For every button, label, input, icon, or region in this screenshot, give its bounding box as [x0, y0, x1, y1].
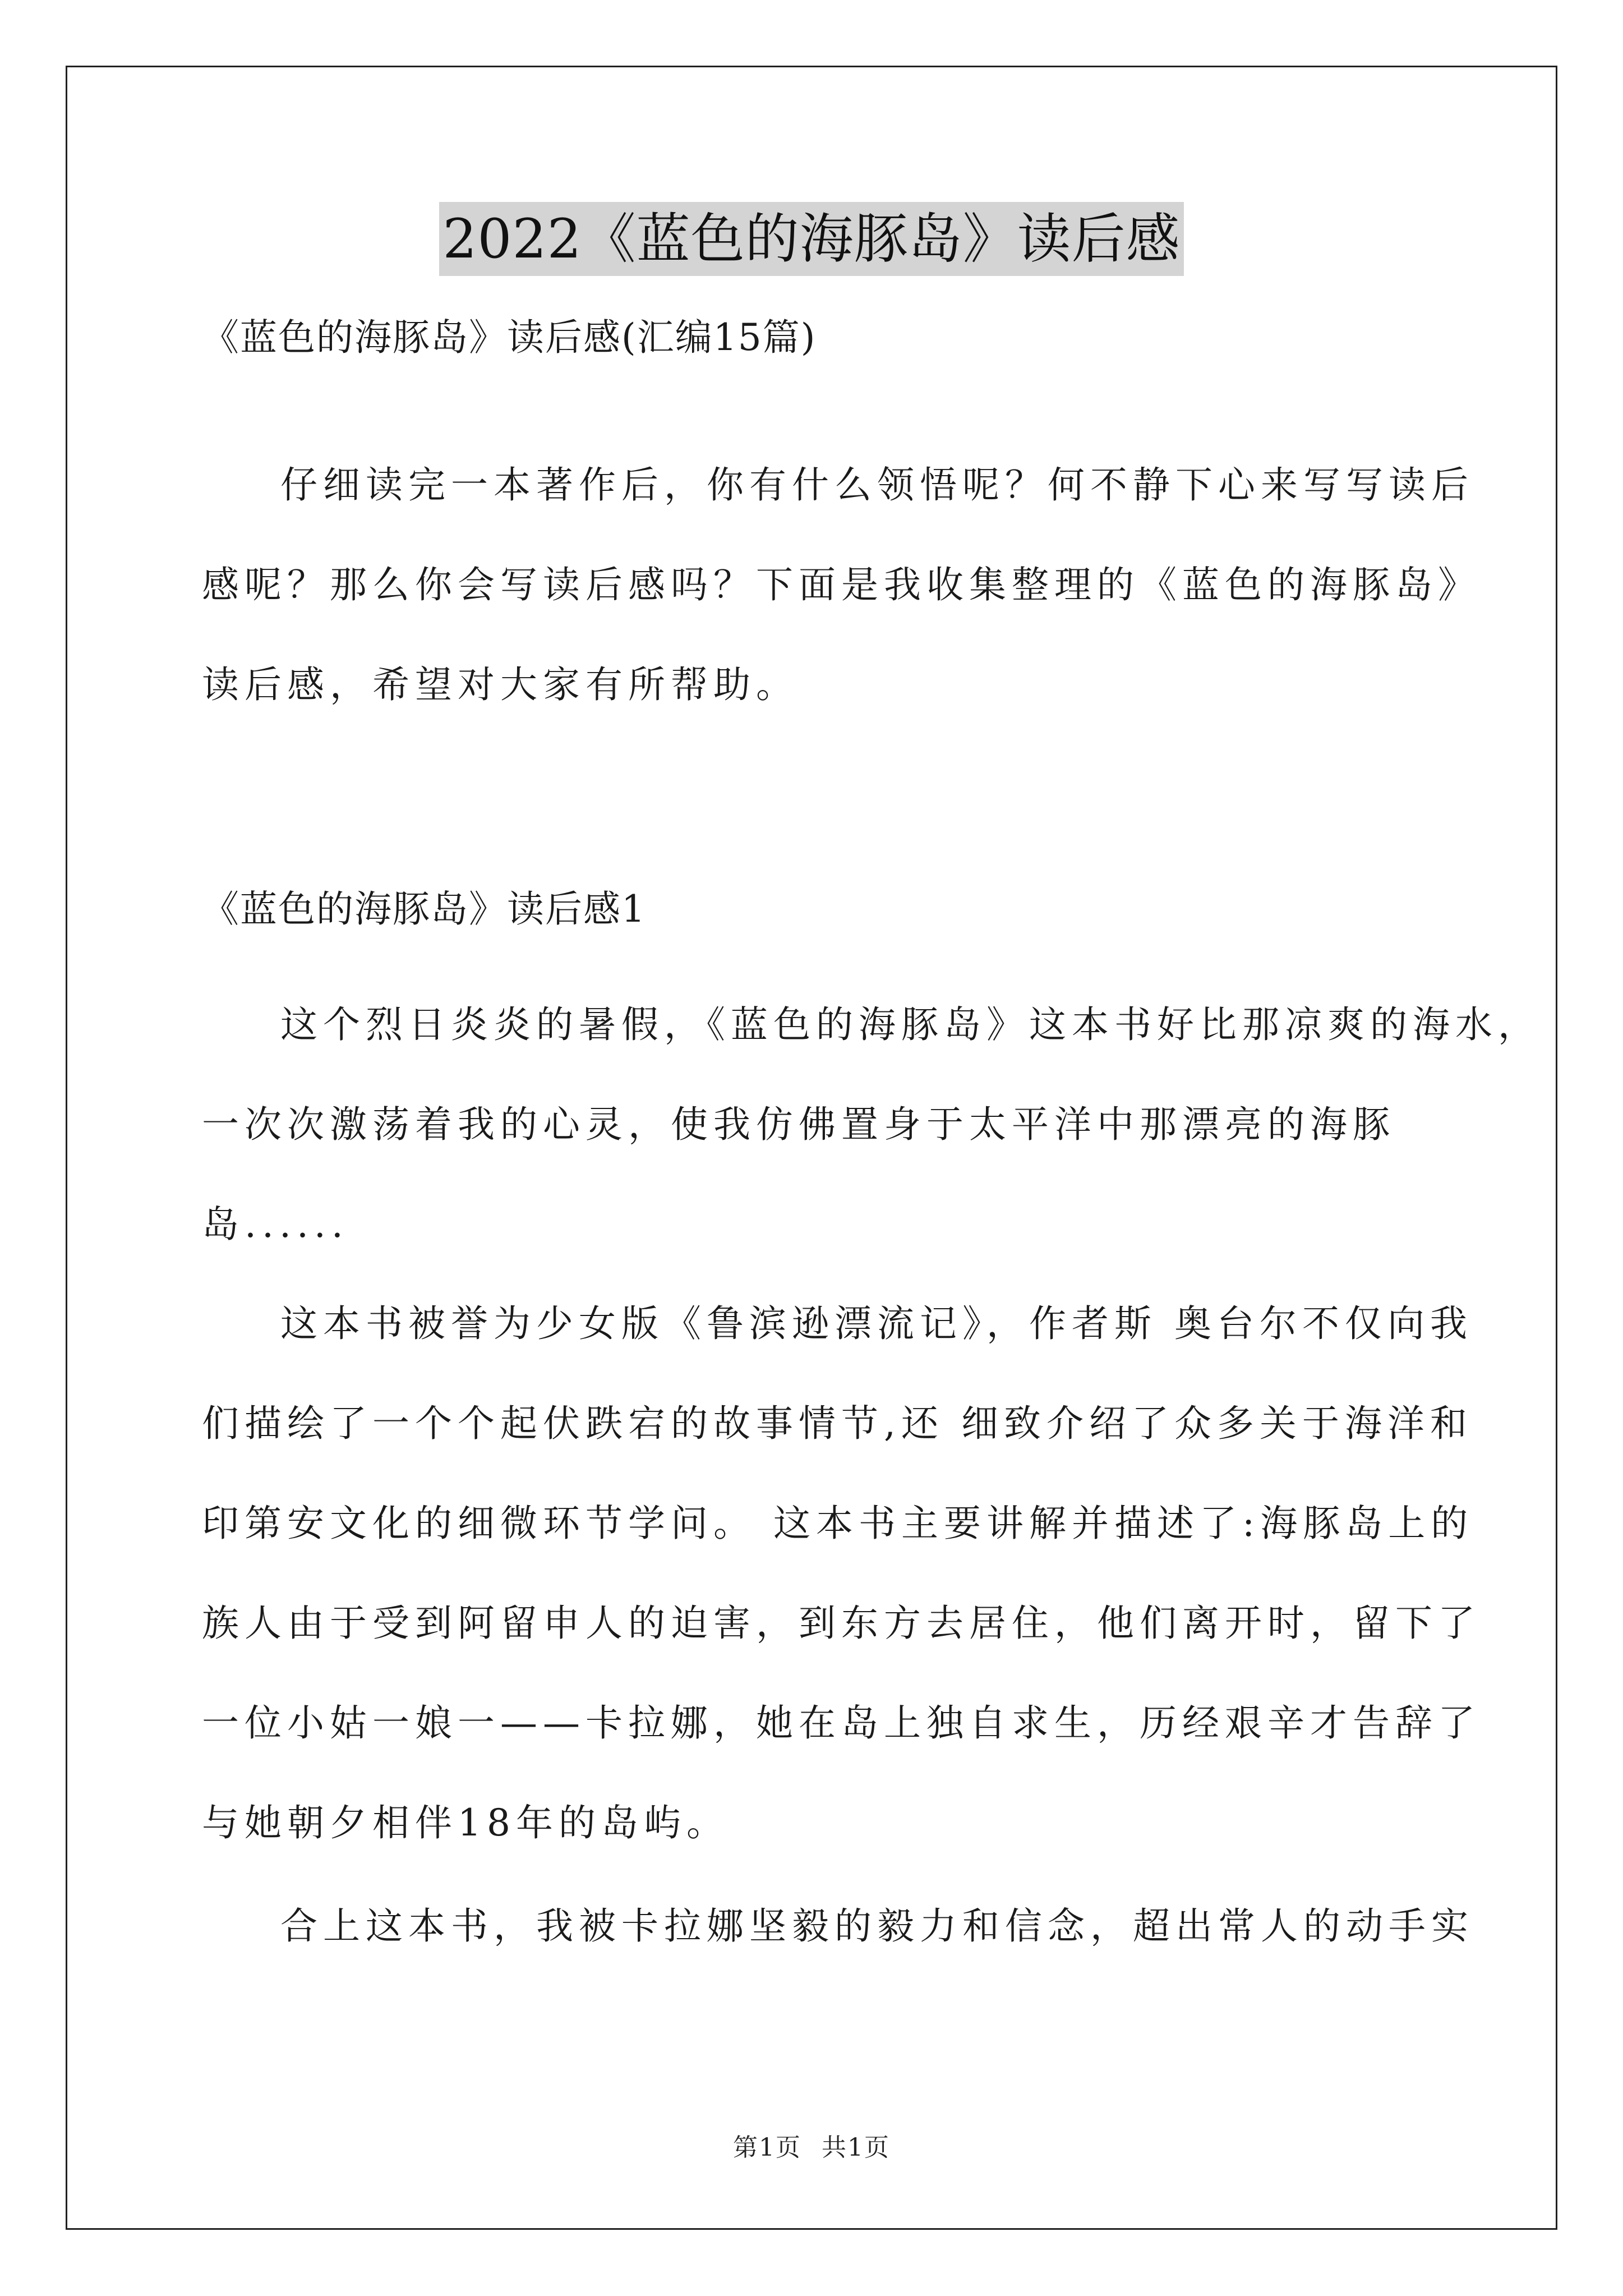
paragraph-line: 岛......	[202, 1203, 349, 1246]
paragraph-line: 族人由于受到阿留申人的迫害，到东方去居住，他们离开时，留下了	[202, 1602, 1481, 1645]
paragraph-line: 们描绘了一个个起伏跌宕的故事情节,还 细致介绍了众多关于海洋和	[202, 1402, 1473, 1445]
paragraph-line: 一次次激荡着我的心灵，使我仿佛置身于太平洋中那漂亮的海豚	[202, 1103, 1395, 1146]
page-number: 第1页	[733, 2133, 801, 2162]
section-heading: 《蓝色的海豚岛》读后感1	[202, 887, 646, 931]
paragraph-line: 这本书被誉为少女版《鲁滨逊漂流记》，作者斯 奥台尔不仅向我	[280, 1302, 1473, 1345]
paragraph-line: 合上这本书，我被卡拉娜坚毅的毅力和信念，超出常人的动手实	[280, 1904, 1474, 1948]
paragraph-line: 一位小姑一娘一——卡拉娜，她在岛上独自求生，历经艰辛才告辞了	[202, 1701, 1481, 1745]
page-footer	[0, 2127, 1623, 2163]
intro-line: 仔细读完一本著作后，你有什么领悟呢？何不静下心来写写读后	[280, 463, 1474, 507]
paragraph-line: 与她朝夕相伴18年的岛屿。	[202, 1801, 729, 1844]
paragraph-line: 印第安文化的细微环节学问。 这本书主要讲解并描述了:海豚岛上的	[202, 1502, 1474, 1545]
title-container	[0, 202, 1623, 276]
document-subtitle: 《蓝色的海豚岛》读后感(汇编15篇)	[202, 316, 817, 359]
document-title: 2022《蓝色的海豚岛》读后感	[439, 202, 1183, 276]
paragraph-line: 这个烈日炎炎的暑假，《蓝色的海豚岛》这本书好比那凉爽的海水，	[280, 1003, 1541, 1046]
intro-line: 读后感，希望对大家有所帮助。	[202, 663, 799, 706]
page-total: 共1页	[822, 2133, 890, 2162]
intro-line: 感呢？那么你会写读后感吗？下面是我收集整理的《蓝色的海豚岛》	[202, 563, 1481, 606]
